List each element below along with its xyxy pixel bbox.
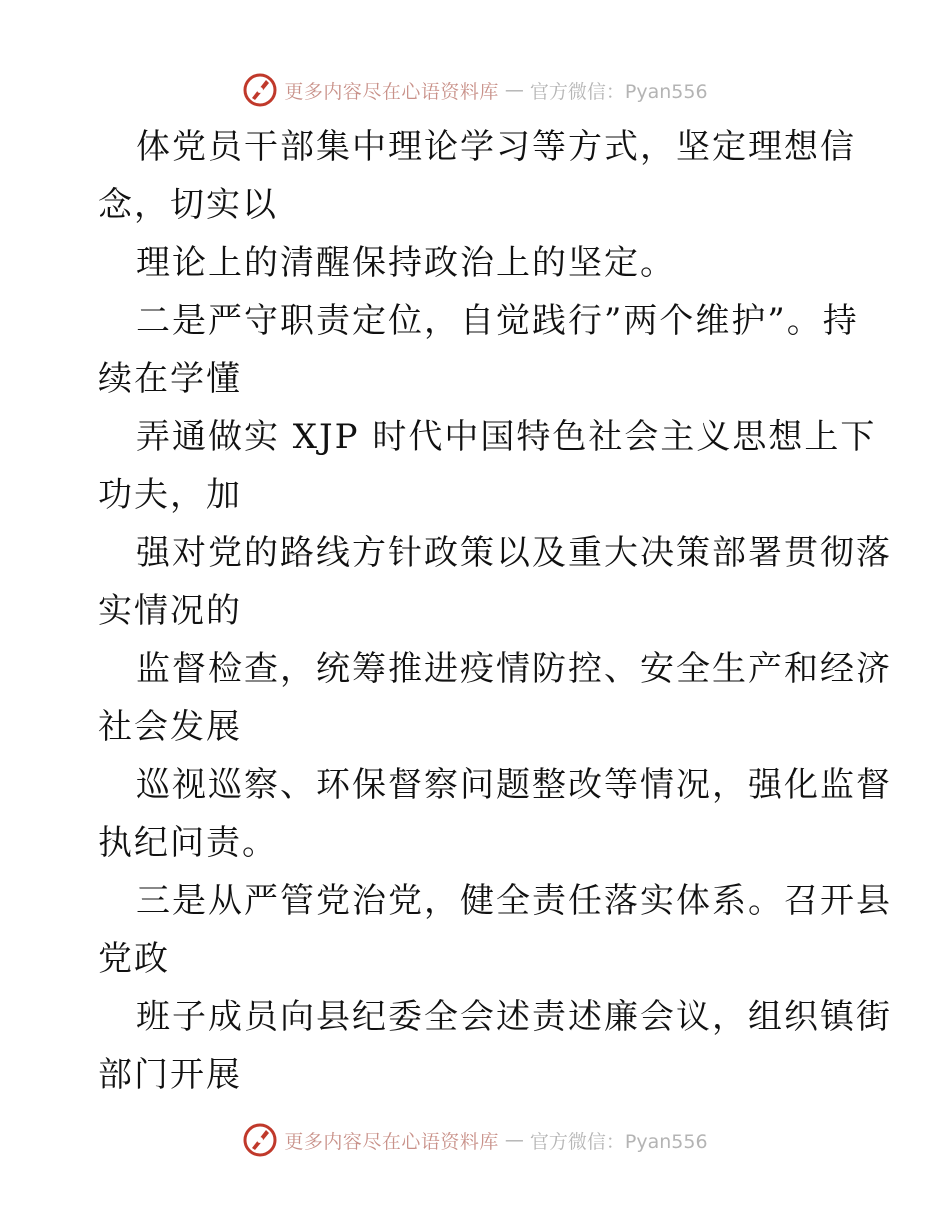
footer-separator: — (504, 1129, 524, 1151)
body-line: 巡视巡察、环保督察问题整改等情况，强化监督 (136, 765, 892, 805)
footer-brand-text: 更多内容尽在心语资料库 (284, 1130, 499, 1153)
document-body (98, 118, 892, 1104)
body-line: 三是从严管党治党，健全责任落实体系。召开县 (136, 881, 892, 921)
body-line: 体党员干部集中理论学习等方式，坚定理想信 (136, 127, 856, 167)
body-line: 监督检查，统筹推进疫情防控、安全生产和经济 (136, 649, 892, 689)
body-line: 强对党的路线方针政策以及重大决策部署贯彻落 (136, 533, 892, 573)
footer-wechat-text: 官方微信：Pyan556 (529, 1130, 708, 1153)
body-line: 续在学懂 (98, 359, 242, 399)
body-line: 念，切实以 (98, 185, 278, 225)
body-line: 班子成员向县纪委全会述责述廉会议，组织镇街 (136, 997, 892, 1037)
header-wechat-text: 官方微信：Pyan556 (529, 80, 708, 103)
quill-seal-icon (242, 72, 278, 108)
header-separator: — (504, 79, 524, 101)
body-line: 部门开展 (98, 1055, 242, 1095)
quill-seal-icon (242, 1122, 278, 1158)
header-watermark-banner (0, 70, 950, 110)
footer-watermark-banner (0, 1120, 950, 1160)
body-line: 社会发展 (98, 707, 242, 747)
header-brand-text: 更多内容尽在心语资料库 (284, 80, 499, 103)
body-line: 党政 (98, 939, 170, 979)
body-line: 执纪问责。 (98, 823, 278, 863)
body-line: 功夫，加 (98, 475, 242, 515)
body-line: 弄通做实 XJP 时代中国特色社会主义思想上下 (136, 417, 877, 457)
body-line: 二是严守职责定位，自觉践行”两个维护”。持 (136, 301, 859, 341)
body-line: 理论上的清醒保持政治上的坚定。 (136, 243, 676, 283)
body-line: 实情况的 (98, 591, 242, 631)
